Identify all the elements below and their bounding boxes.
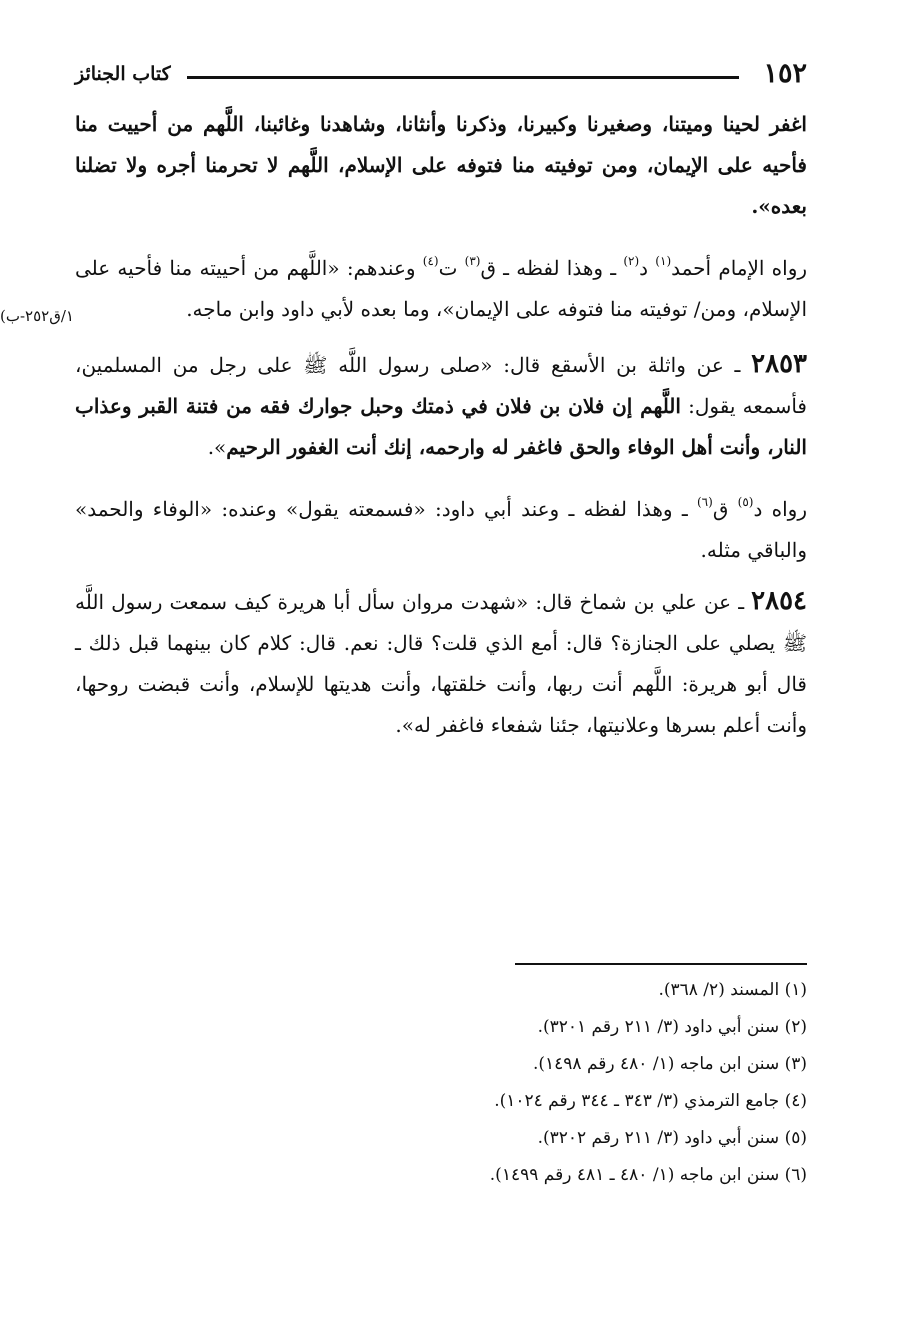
citation-text: رواه د — [753, 497, 807, 521]
margin-note: ١/ق٢٥٢-ب) — [0, 307, 74, 325]
footnote-2: (٢) سنن أبي داود (٣/ ٢١١ رقم ٣٢٠١). — [537, 1017, 807, 1037]
footnote-4: (٤) جامع الترمذي (٣/ ٣٤٣ ـ ٣٤٤ رقم ١٠٢٤). — [494, 1091, 807, 1111]
footnote-ref-4: (٤) — [422, 254, 439, 268]
page-number: ١٥٢ — [763, 58, 807, 89]
hadith-dua: اللَّهم إن فلان بن فلان في ذمتك وحبل جوارك فقه من فتنة القبر وعذاب النار، وأنت أهل الوفاء والحق فاغفر له وارحمه، إنك أنت الغفور الرحيم — [75, 394, 807, 459]
citation-text: د — [639, 256, 656, 280]
citation-text: رواه الإمام أحمد — [671, 256, 808, 280]
footnote-ref-6: (٦) — [696, 495, 713, 509]
citation-text: ـ وهذا لفظه ـ ق — [480, 256, 624, 280]
footnote-6: (٦) سنن ابن ماجه (١/ ٤٨٠ ـ ٤٨١ رقم ١٤٩٩). — [489, 1165, 807, 1185]
footnote-1: (١) المسند (٢/ ٣٦٨). — [658, 980, 807, 1000]
hadith-intro: ـ عن واثلة بن الأسقع قال: «صلى رسول اللَّه ﷺ على رجل من المسلمين، فأسمعه يقول: — [75, 353, 807, 418]
footnotes — [207, 972, 807, 1194]
paragraph-hadith-2853 — [75, 344, 807, 468]
paragraph-hadith-continuation: اغفر لحينا وميتنا، وصغيرنا وكبيرنا، وذكرنا وأنثانا، وشاهدنا وغائبنا، اللَّهم من أحييت منا فأحيه على الإيمان، ومن توفيته منا فتوفه على الإسلام، اللَّهم لا تحرمنا أجره ولا تضلنا بعده». — [75, 112, 807, 218]
book-title: كتاب الجنائز — [75, 63, 171, 85]
citation-text: وعندهم: «اللَّهم من أحييته منا فأحيه على الإسلام، ومن/ توفيته منا فتوفه على الإيمان»، وما بعده لأبي داود وابن ماجه. — [75, 256, 807, 321]
citation-text: ـ وهذا لفظه ـ وعند أبي داود: «فسمعته يقول» وعنده: «الوفاء والحمد» والباقي مثله. — [75, 497, 807, 562]
main-text — [75, 104, 807, 760]
hadith-text: ـ عن علي بن شماخ قال: «شهدت مروان سأل أبا هريرة كيف سمعت رسول اللَّه ﷺ يصلي على الجنازة؟ قال: أمع الذي قلت؟ قال: نعم. قال: كلام كان بينهما قبل ذلك ـ قال أبو هريرة: اللَّهم أنت ربها، وأنت خلقتها، وأنت هديتها للإسلام، وأنت قبضت روحها، وأنت أعلم بسرها وعلانيتها، جئنا شفعاء فاغفر له». — [75, 590, 807, 737]
header-rule — [187, 76, 739, 79]
hadith-number: ٢٨٥٤ — [751, 586, 807, 616]
paragraph-hadith-2854 — [75, 581, 807, 746]
footnote-ref-3: (٣) — [464, 254, 481, 268]
footnote-3: (٣) سنن ابن ماجه (١/ ٤٨٠ رقم ١٤٩٨). — [532, 1054, 807, 1074]
footnote-separator — [515, 963, 807, 965]
hadith-number: ٢٨٥٣ — [751, 349, 807, 379]
footnote-5: (٥) سنن أبي داود (٣/ ٢١١ رقم ٣٢٠٢). — [537, 1128, 807, 1148]
footnote-ref-1: (١) — [655, 254, 672, 268]
citation-text: ق — [712, 497, 738, 521]
footnote-ref-5: (٥) — [737, 495, 754, 509]
citation-text: ت — [438, 256, 465, 280]
hadith-end: ». — [207, 435, 227, 459]
paragraph-citation-2852 — [75, 241, 807, 330]
paragraph-citation-2853 — [75, 482, 807, 571]
footnote-ref-2: (٢) — [623, 254, 640, 268]
page-header — [75, 56, 807, 92]
